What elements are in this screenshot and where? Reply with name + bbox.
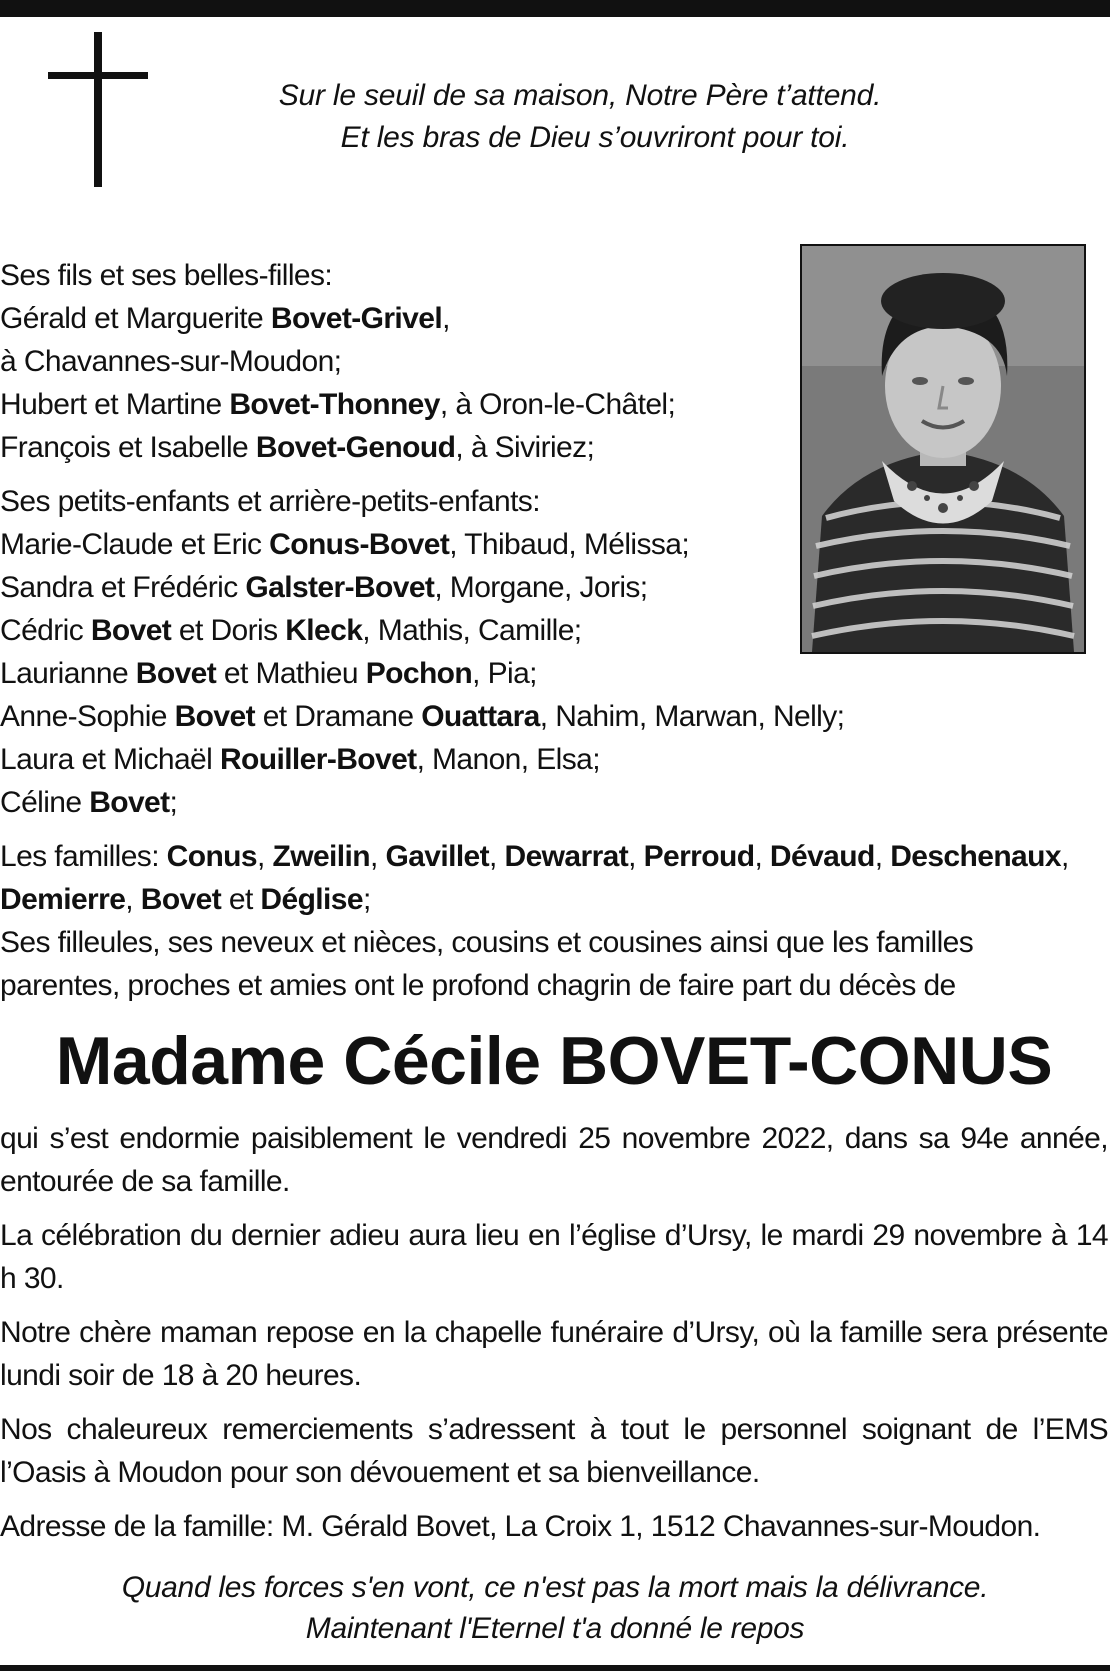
relatives-line-1: Ses filleules, ses neveux et nièces, cousins et cousines ainsi que les familles [0,926,974,959]
families-line-1: Les familles: Conus, Zweilin, Gavillet, Dewarrat, Perroud, Dévaud, Deschenaux, [0,840,1069,873]
grandchildren-line-1: Marie-Claude et Eric Conus-Bovet, Thibaud, Mélissa; [0,528,690,561]
closing-verse-line-1: Quand les forces s'en vont, ce n'est pas la mort mais la délivrance. [121,1571,989,1604]
sons-block [0,254,1108,469]
grandchildren-line-5: Anne-Sophie Bovet et Dramane Ouattara, Nahim, Marwan, Nelly; [0,700,845,733]
families-block [0,835,1108,1007]
grandchildren-line-7: Céline Bovet; [0,786,178,819]
passing-paragraph: qui s’est endormie paisiblement le vendredi 25 novembre 2022, dans sa 94e année, entourée de sa famille. [0,1122,1108,1198]
closing-verse [0,1567,1110,1649]
deceased-name: Madame Cécile BOVET-CONUS [55,1023,1053,1099]
grandchildren-line-4: Laurianne Bovet et Mathieu Pochon, Pia; [0,657,537,690]
sons-heading: Ses fils et ses belles-filles: [0,259,333,292]
chapel-paragraph: Notre chère maman repose en la chapelle funéraire d’Ursy, où la famille sera présente lundi soir de 18 à 20 heures. [0,1316,1108,1392]
closing-verse-line-2: Maintenant l'Eternel t'a donné le repos [305,1612,805,1645]
announcement-body [0,254,1108,1559]
thanks-paragraph: Nos chaleureux remerciements s’adressent à tout le personnel soignant de l’EMS l’Oasis à Moudon pour son dévouement et sa bienveillance. [0,1413,1108,1489]
sons-line-2: à Chavannes-sur-Moudon; [0,345,342,378]
opening-verse-line-2: Et les bras de Dieu s’ouvriront pour toi. [340,121,850,154]
opening-verse [160,75,1000,159]
cross-icon [48,32,148,187]
opening-verse-line-1: Sur le seuil de sa maison, Notre Père t’attend. [278,79,882,112]
sons-line-4: François et Isabelle Bovet-Genoud, à Siviriez; [0,431,595,464]
grandchildren-block [0,480,1108,824]
top-rule [0,0,1110,17]
family-address: Adresse de la famille: M. Gérald Bovet, La Croix 1, 1512 Chavannes-sur-Moudon. [0,1510,1041,1543]
families-line-2: Demierre, Bovet et Déglise; [0,883,371,916]
grandchildren-heading: Ses petits-enfants et arrière-petits-enfants: [0,485,540,518]
relatives-line-2: parentes, proches et amies ont le profond chagrin de faire part du décès de [0,969,956,1002]
grandchildren-line-6: Laura et Michaël Rouiller-Bovet, Manon, Elsa; [0,743,600,776]
grandchildren-line-2: Sandra et Frédéric Galster-Bovet, Morgane, Joris; [0,571,648,604]
sons-line-1: Gérald et Marguerite Bovet-Grivel, [0,302,450,335]
sons-line-3: Hubert et Martine Bovet-Thonney, à Oron-le-Châtel; [0,388,676,421]
ceremony-paragraph: La célébration du dernier adieu aura lieu en l’église d’Ursy, le mardi 29 novembre à 14 h 30. [0,1219,1108,1295]
bottom-rule [0,1665,1110,1671]
grandchildren-line-3: Cédric Bovet et Doris Kleck, Mathis, Camille; [0,614,582,647]
